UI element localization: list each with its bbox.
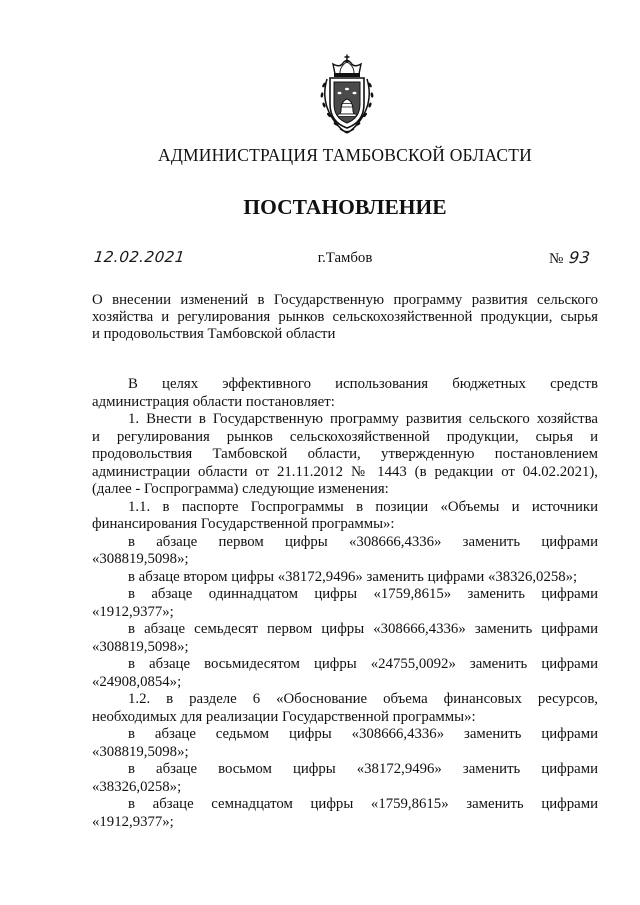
body-line: в абзаце семнадцатом цифры «1759,8615» заменить цифрами bbox=[128, 796, 598, 812]
document-body bbox=[92, 376, 598, 831]
tambov-coat-of-arms-icon bbox=[316, 54, 378, 134]
handwritten-number: 93 bbox=[568, 248, 592, 267]
body-line: администрации области от 21.11.2012 № 1443 (в редакции от 04.02.2021), bbox=[92, 463, 598, 480]
document-number bbox=[549, 247, 591, 270]
emblem-crown bbox=[333, 55, 361, 78]
document-type-title: ПОСТАНОВЛЕНИЕ bbox=[243, 195, 447, 219]
body-line: администрация области постановляет: bbox=[92, 393, 335, 410]
body-line: «24908,0854»; bbox=[92, 673, 182, 690]
body-line: «308819,5098»; bbox=[92, 638, 189, 655]
subject-line: и продовольствия Тамбовской области bbox=[92, 325, 336, 342]
body-line: финансирования Государственной программы»: bbox=[92, 516, 395, 532]
body-line: «1912,9377»; bbox=[92, 603, 174, 620]
body-line: В целях эффективного использования бюджетных средств bbox=[128, 376, 598, 392]
body-line: в абзаце восьмидесятом цифры «24755,0092» заменить цифрами bbox=[128, 656, 598, 672]
organization-title: АДМИНИСТРАЦИЯ ТАМБОВСКОЙ ОБЛАСТИ bbox=[158, 145, 532, 165]
body-line: «308819,5098»; bbox=[92, 551, 189, 567]
body-line: в абзаце восьмом цифры «38172,9496» заменить цифрами bbox=[128, 761, 598, 777]
body-line: в абзаце первом цифры «308666,4336» заменить цифрами bbox=[128, 533, 598, 550]
body-line: продовольствия Тамбовской области, утвержденную постановлением bbox=[92, 446, 598, 462]
body-line: в абзаце седьмом цифры «308666,4336» заменить цифрами bbox=[128, 726, 598, 742]
body-line: необходимых для реализации Государственной программы»: bbox=[92, 708, 476, 725]
body-line: в абзаце втором цифры «38172,9496» заменить цифрами «38326,0258»; bbox=[128, 568, 578, 585]
body-line: 1.1. в паспорте Госпрограммы в позиции «Объемы и источники bbox=[128, 498, 598, 515]
body-line: и регулирования рынков сельскохозяйственной продукции, сырья и bbox=[92, 428, 598, 445]
body-line: в абзаце одиннадцатом цифры «1759,8615» заменить цифрами bbox=[128, 586, 598, 602]
body-line: в абзаце семьдесят первом цифры «308666,4336» заменить цифрами bbox=[128, 621, 598, 637]
body-line: «308819,5098»; bbox=[92, 743, 189, 760]
body-line: 1. Внести в Государственную программу развития сельского хозяйства bbox=[128, 411, 598, 427]
body-line: «1912,9377»; bbox=[92, 813, 174, 830]
subject-line: хозяйства и регулирования рынков сельскохозяйственной продукции, сырья bbox=[92, 308, 598, 325]
body-line: (далее - Госпрограмма) следующие изменения: bbox=[92, 481, 389, 497]
subject-line: О внесении изменений в Государственную программу развития сельского bbox=[92, 291, 598, 308]
city-label: г.Тамбов bbox=[317, 250, 373, 266]
body-line: «38326,0258»; bbox=[92, 778, 182, 795]
number-sign: № bbox=[549, 251, 564, 267]
body-line: 1.2. в разделе 6 «Обоснование объема финансовых ресурсов, bbox=[128, 691, 598, 707]
handwritten-date: 12.02.2021 bbox=[93, 248, 186, 266]
document-subject bbox=[92, 292, 598, 343]
